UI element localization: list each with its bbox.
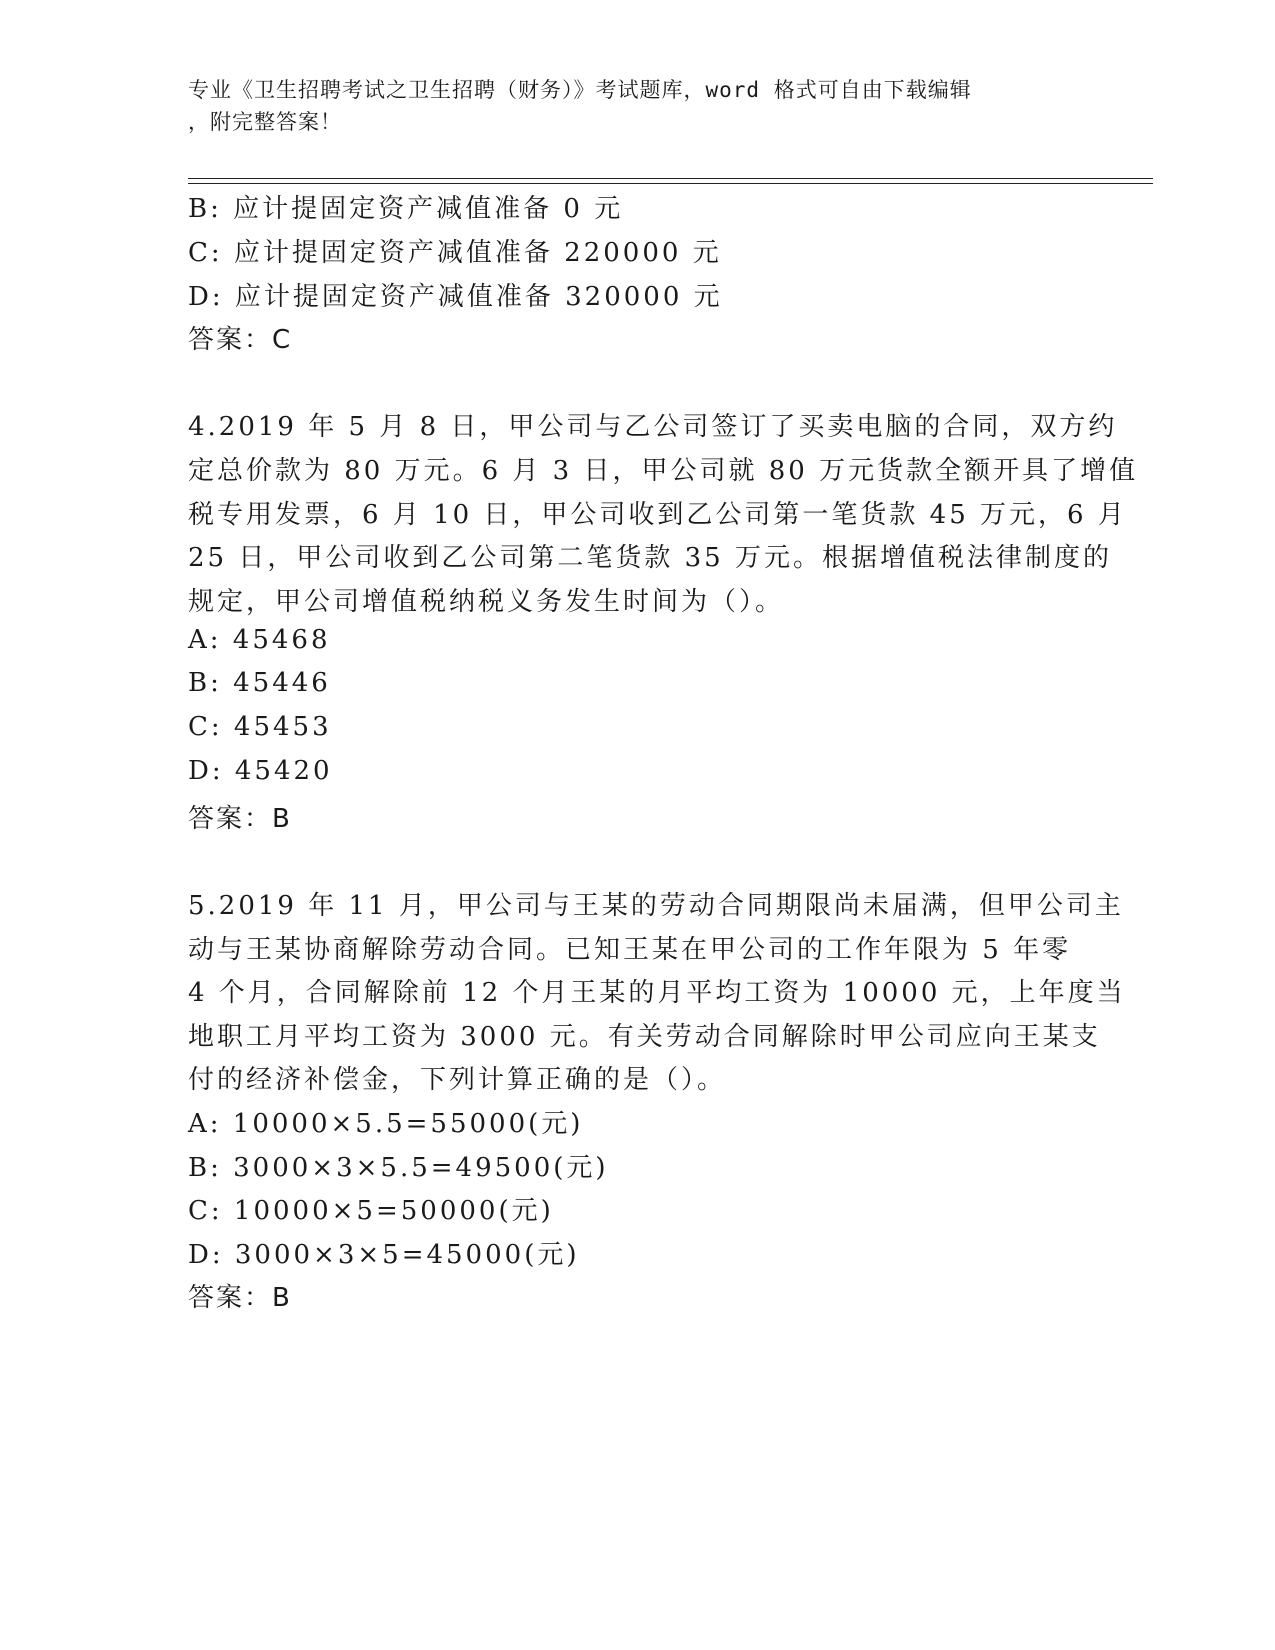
q3-option-d: D: 应计提固定资产减值准备 320000 元: [188, 282, 723, 312]
q4-option-c: C: 45453: [188, 712, 332, 742]
header-divider-bottom: [188, 183, 1153, 184]
q5-text-line: 5.2019 年 11 月，甲公司与王某的劳动合同期限尚未届满，但甲公司主: [188, 891, 1124, 921]
header-line-1: 专业《卫生招聘考试之卫生招聘（财务）》考试题库，word 格式可自由下载编辑: [188, 78, 972, 102]
q5-option-b: B: 3000×3×5.5=49500(元): [188, 1153, 609, 1183]
q4-text-line: 税专用发票，6 月 10 日，甲公司收到乙公司第一笔货款 45 万元，6 月: [188, 500, 1127, 530]
q4-answer: 答案：B: [188, 804, 292, 834]
q3-option-c: C: 应计提固定资产减值准备 220000 元: [188, 238, 722, 268]
q5-option-a: A: 10000×5.5=55000(元): [188, 1109, 584, 1139]
q3-answer: 答案：C: [188, 325, 293, 355]
q4-option-b: B: 45446: [188, 668, 331, 698]
q4-text-line: 25 日，甲公司收到乙公司第二笔货款 35 万元。根据增值税法律制度的: [188, 543, 1112, 573]
q3-option-b: B: 应计提固定资产减值准备 0 元: [188, 194, 624, 224]
q5-text-line: 付的经济补偿金，下列计算正确的是（）。: [188, 1065, 727, 1095]
q5-option-d: D: 3000×3×5=45000(元): [188, 1240, 580, 1270]
q4-option-d: D: 45420: [188, 756, 333, 786]
q5-text-line: 动与王某协商解除劳动合同。已知王某在甲公司的工作年限为 5 年零: [188, 935, 1072, 965]
q5-text-line: 地职工月平均工资为 3000 元。有关劳动合同解除时甲公司应向王某支: [188, 1022, 1101, 1052]
q5-option-c: C: 10000×5=50000(元): [188, 1196, 554, 1226]
header-line-2: ，附完整答案！: [188, 110, 342, 134]
q5-text-line: 4 个月，合同解除前 12 个月王某的月平均工资为 10000 元，上年度当: [188, 978, 1126, 1008]
header-divider-top: [188, 178, 1153, 179]
document-header: [188, 74, 1088, 138]
q4-text-line: 4.2019 年 5 月 8 日，甲公司与乙公司签订了买卖电脑的合同，双方约: [188, 412, 1118, 442]
q4-text-line: 规定，甲公司增值税纳税义务发生时间为（）。: [188, 587, 785, 617]
q4-option-a: A: 45468: [188, 625, 331, 655]
q5-answer: 答案：B: [188, 1283, 292, 1313]
q4-text-line: 定总价款为 80 万元。6 月 3 日，甲公司就 80 万元货款全额开具了增值: [188, 456, 1139, 486]
